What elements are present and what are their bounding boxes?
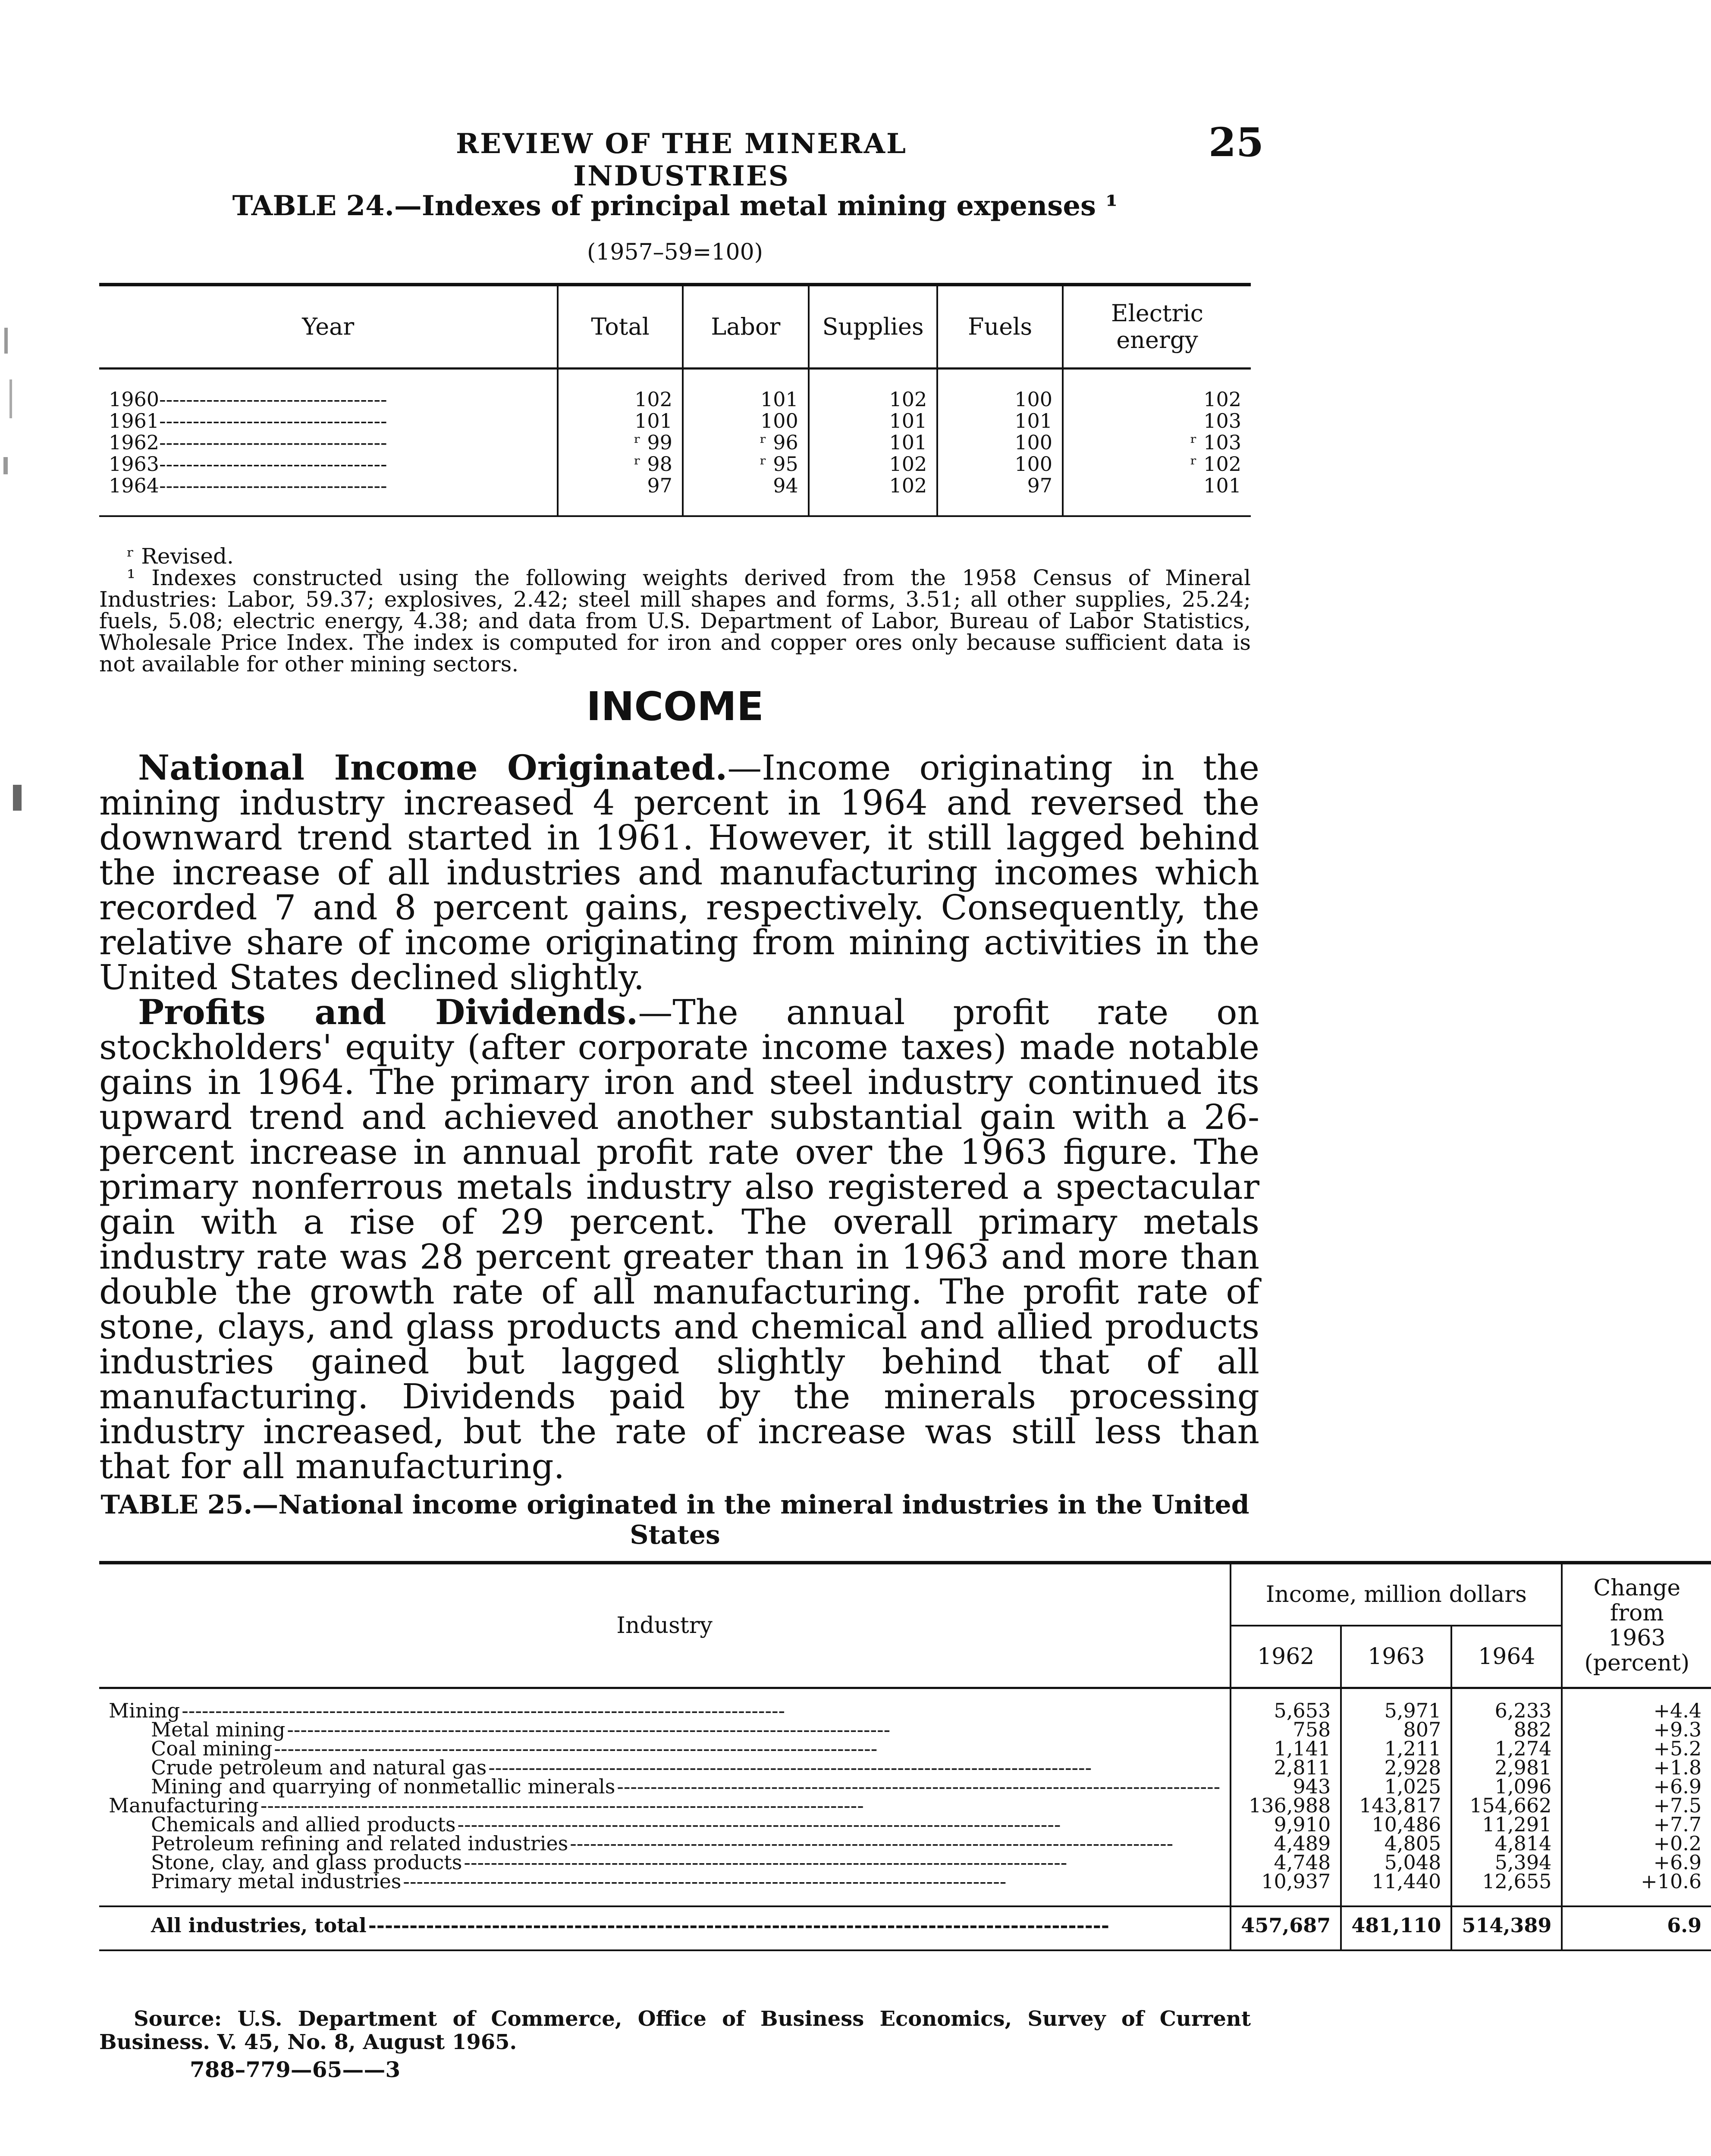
cell: +5.2 [1653, 1737, 1702, 1760]
cell: 4,805 [1341, 1834, 1451, 1853]
cell: 1,211 [1341, 1739, 1451, 1758]
industry-cell: Mining and quarrying of nonmetallic minerals ------------------------------------------------------------------------------------------ [99, 1777, 1231, 1796]
cell: ʳ 95 [683, 453, 809, 475]
industry-cell: Crude petroleum and natural gas ------------------------------------------------------------------------------------------ [99, 1758, 1231, 1777]
cell: +4.4 [1653, 1699, 1702, 1722]
cell: +7.7 [1653, 1813, 1702, 1836]
run-in-heading: Profits and Dividends. [138, 992, 638, 1032]
industry-cell: Chemicals and allied products ------------------------------------------------------------------------------------------ [99, 1815, 1231, 1834]
cell: 5,971 [1341, 1688, 1451, 1720]
cell: +7.5 [1653, 1794, 1702, 1817]
cell: 101 [558, 410, 683, 432]
col-1964: 1964 [1451, 1626, 1562, 1688]
cell: 101 [809, 410, 937, 432]
cell: 102 [809, 369, 937, 411]
cell: ʳ 96 [683, 432, 809, 453]
cell: ʳ 99 [558, 432, 683, 453]
cell: 6,233 [1451, 1688, 1562, 1720]
cell: +6.9 [1653, 1775, 1702, 1798]
col-industry: Industry [99, 1563, 1231, 1688]
table24-subtitle: (1957–59=100) [587, 239, 763, 265]
cell: 100 [937, 369, 1063, 411]
cell: 943 [1231, 1777, 1341, 1796]
table-row [99, 1758, 1711, 1777]
scan-artifact [0, 276, 26, 837]
cell: +6.9 [1653, 1851, 1702, 1874]
table-row [99, 1872, 1711, 1906]
cell: 10,486 [1341, 1815, 1451, 1834]
cell: +0.2 [1653, 1832, 1702, 1855]
cell: 1,141 [1231, 1739, 1341, 1758]
table-row [99, 1739, 1711, 1758]
paragraph-text: —Income originating in the mining industry increased 4 percent in 1964 and reversed the downward trend started in 1961. However, it still lagged behind the increase of all industries and manufacturing incomes which recorded 7 and 8 percent gains, respectively. Consequently, the relative share of income originating from mining activities in the United States declined slightly. [99, 748, 1259, 997]
industry-cell: Metal mining ------------------------------------------------------------------------------------------ [99, 1720, 1231, 1739]
paragraph-profits-dividends [99, 992, 1259, 1486]
cell: 143,817 [1341, 1796, 1451, 1815]
cell: 97 [937, 475, 1063, 516]
col-1963: 1963 [1341, 1626, 1451, 1688]
industry-cell: All industries, total ------------------------------------------------------------------------------------------ [99, 1906, 1231, 1950]
running-title: REVIEW OF THE MINERAL INDUSTRIES [455, 128, 907, 192]
cell: +9.3 [1653, 1718, 1702, 1741]
cell: ʳ 98 [558, 453, 683, 475]
table-row [99, 1853, 1711, 1872]
cell: 758 [1231, 1720, 1341, 1739]
col-labor: Labor [683, 285, 809, 369]
col-supplies: Supplies [809, 285, 937, 369]
table-row [99, 475, 1251, 516]
year-cell: 1961---------------------------------- [99, 410, 558, 432]
cell: 2,981 [1451, 1758, 1562, 1777]
cell: 154,662 [1451, 1796, 1562, 1815]
cell: 882 [1451, 1720, 1562, 1739]
source-note: Source: U.S. Department of Commerce, Office of Business Economics, Survey of Current Business. V. 45, No. 8, August 1965. [99, 2007, 1251, 2054]
table24-header-row [99, 285, 1251, 369]
table-row [99, 410, 1251, 432]
col-fuels: Fuels [937, 285, 1063, 369]
table-row [99, 1777, 1711, 1796]
cell: 4,814 [1451, 1834, 1562, 1853]
cell: +10.6 [1641, 1870, 1702, 1893]
table25 [99, 1561, 1711, 1951]
cell: 100 [683, 410, 809, 432]
cell: 94 [683, 475, 809, 516]
print-code: 788–779—65——3 [190, 2057, 401, 2082]
total-row [99, 1906, 1711, 1950]
cell: 11,440 [1341, 1872, 1451, 1906]
page-number: 25 [1208, 119, 1264, 166]
cell: ʳ 103 [1190, 431, 1241, 454]
industry-cell: Manufacturing ------------------------------------------------------------------------------------------ [99, 1796, 1231, 1815]
paragraph-national-income [99, 747, 1259, 997]
cell: 100 [937, 453, 1063, 475]
cell: 101 [1203, 474, 1241, 497]
table-row [99, 1720, 1711, 1739]
run-in-heading: National Income Originated. [138, 747, 728, 788]
cell: 1,274 [1451, 1739, 1562, 1758]
section-heading-income: INCOME [586, 683, 764, 730]
year-cell: 1964---------------------------------- [99, 475, 558, 516]
cell: 457,687 [1231, 1906, 1341, 1950]
cell: 807 [1341, 1720, 1451, 1739]
revised-note: ʳ Revised. [127, 544, 234, 569]
cell: 1,096 [1451, 1777, 1562, 1796]
cell: 100 [937, 432, 1063, 453]
table25-header-row [99, 1563, 1711, 1626]
cell: 102 [809, 475, 937, 516]
cell: 10,937 [1231, 1872, 1341, 1906]
year-cell: 1960---------------------------------- [99, 369, 558, 411]
cell: 102 [809, 453, 937, 475]
table24-title: TABLE 24.—Indexes of principal metal mining expenses ¹ [232, 190, 1118, 222]
col-year: Year [99, 285, 558, 369]
col-change: Change from 1963 (percent) [1562, 1563, 1711, 1688]
cell: 4,748 [1231, 1853, 1341, 1872]
cell: 5,048 [1341, 1853, 1451, 1872]
table-row [99, 1796, 1711, 1815]
cell: 102 [558, 369, 683, 411]
income-body [99, 747, 1259, 1486]
table24 [99, 283, 1251, 517]
cell: 6.9 [1667, 1914, 1702, 1937]
cell: 2,811 [1231, 1758, 1341, 1777]
cell: 136,988 [1231, 1796, 1341, 1815]
cell: 97 [558, 475, 683, 516]
industry-cell: Petroleum refining and related industries ------------------------------------------------------------------------------------------ [99, 1834, 1231, 1853]
industry-cell: Primary metal industries ------------------------------------------------------------------------------------------ [99, 1872, 1231, 1906]
table-row [99, 453, 1251, 475]
cell: 481,110 [1341, 1906, 1451, 1950]
cell: 514,389 [1451, 1906, 1562, 1950]
table-row [99, 1815, 1711, 1834]
cell: 4,489 [1231, 1834, 1341, 1853]
year-cell: 1963---------------------------------- [99, 453, 558, 475]
col-electric-energy: Electric energy [1063, 285, 1251, 369]
cell: 2,928 [1341, 1758, 1451, 1777]
cell: 103 [1203, 409, 1241, 432]
cell: 101 [683, 369, 809, 411]
table-row [99, 1834, 1711, 1853]
cell: 5,653 [1231, 1688, 1341, 1720]
table25-source [99, 2007, 1251, 2054]
col-1962: 1962 [1231, 1626, 1341, 1688]
table24-footnotes [99, 545, 1251, 675]
footnote-1: ¹ Indexes constructed using the following weights derived from the 1958 Census of Mineral Industries: Labor, 59.37; explosives, 2.42; steel mill shapes and forms, 3.51; all other supplies, 25.24; fuels, 5.08; electric energy, 4.38; and data from U.S. Department of Labor, Bureau of Labor Statistics, Wholesale Price Index. The index is computed for iron and copper ores only because sufficient data is not available for other mining sectors. [99, 565, 1251, 677]
cell: 11,291 [1451, 1815, 1562, 1834]
col-total: Total [558, 285, 683, 369]
table25-title: TABLE 25.—National income originated in the mineral industries in the United States [100, 1490, 1250, 1550]
cell: 12,655 [1451, 1872, 1562, 1906]
cell: ʳ 102 [1190, 452, 1241, 476]
col-income: Income, million dollars [1231, 1563, 1562, 1626]
industry-cell: Mining ------------------------------------------------------------------------------------------ [99, 1688, 1231, 1720]
table-row [99, 1688, 1711, 1720]
year-cell: 1962---------------------------------- [99, 432, 558, 453]
cell: 1,025 [1341, 1777, 1451, 1796]
cell: 101 [937, 410, 1063, 432]
industry-cell: Coal mining ------------------------------------------------------------------------------------------ [99, 1739, 1231, 1758]
cell: 102 [1203, 388, 1241, 411]
table-row [99, 369, 1251, 411]
paragraph-text: —The annual profit rate on stockholders' equity (after corporate income taxes) made notable gains in 1964. The primary iron and steel industry continued its upward trend and achieved another substantial gain with a 26-percent increase in annual profit rate over the 1963 figure. The primary nonferrous metals industry also registered a spectacular gain with a rise of 29 percent. The overall primary metals industry rate was 28 percent greater than in 1963 and more than double the growth rate of all manufacturing. The profit rate of stone, clays, and glass products and chemical and allied products industries gained but lagged slightly behind that of all manufacturing. Dividends paid by the minerals processing industry increased, but the rate of increase was still less than that for all manufacturing. [99, 992, 1259, 1486]
cell: 101 [809, 432, 937, 453]
cell: +1.8 [1653, 1756, 1702, 1779]
table-row [99, 432, 1251, 453]
cell: 5,394 [1451, 1853, 1562, 1872]
cell: 9,910 [1231, 1815, 1341, 1834]
industry-cell: Stone, clay, and glass products ------------------------------------------------------------------------------------------ [99, 1853, 1231, 1872]
